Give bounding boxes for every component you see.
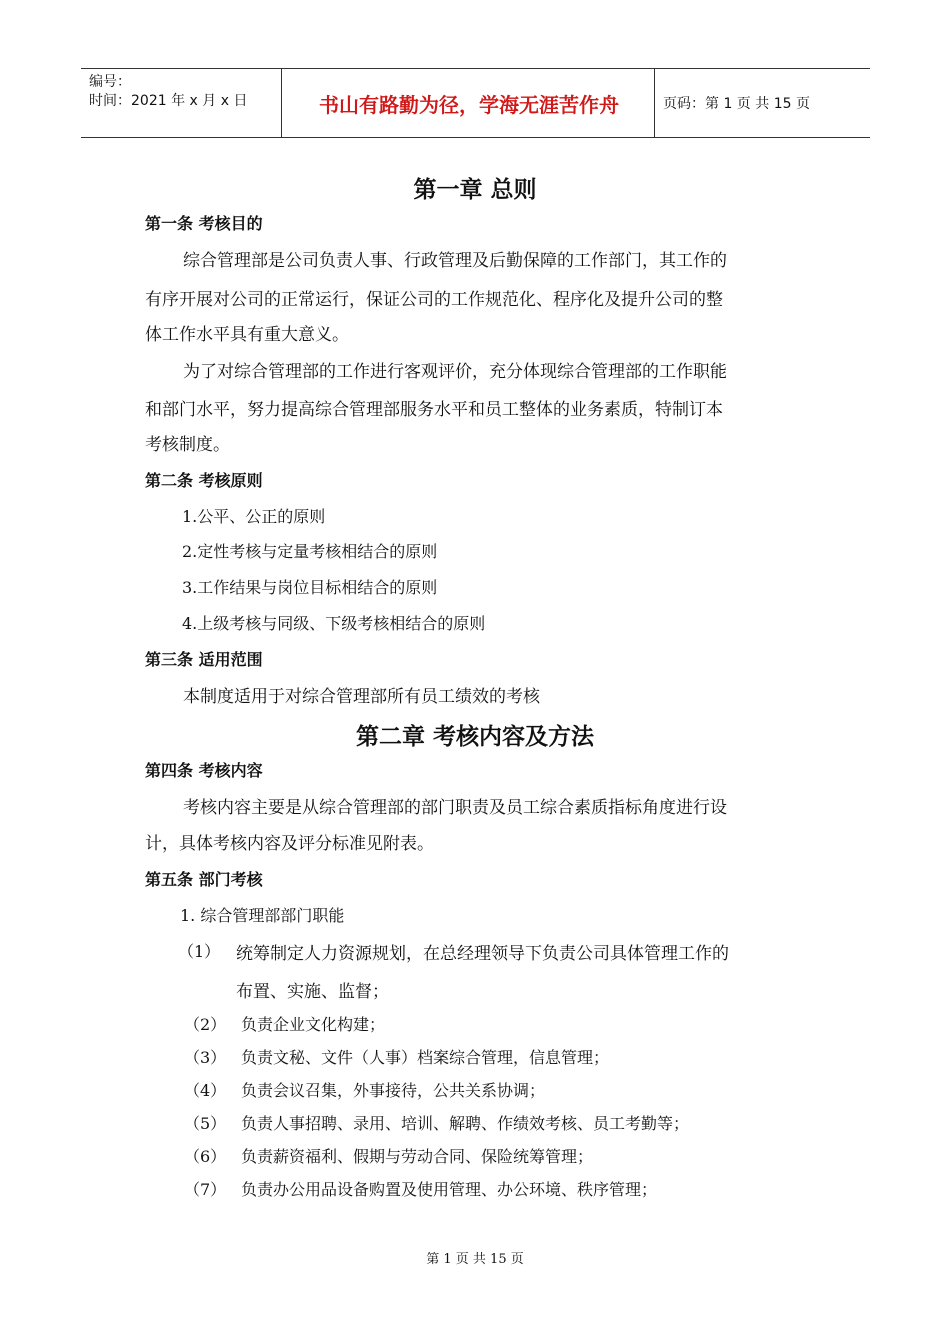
document-number-label: 编号： [89, 74, 131, 90]
list-item: 负责文秘、文件（人事）档案综合管理，信息管理； [241, 1048, 610, 1067]
item-number: （1） [178, 942, 221, 961]
list-item: 布置、实施、监督； [236, 982, 389, 1002]
header-meta [89, 73, 247, 111]
paragraph-line: 体工作水平具有重大意义。 [145, 325, 349, 345]
list-item: 负责薪资福利、假期与劳动合同、保险统筹管理； [241, 1147, 594, 1166]
list-item: 4.上级考核与同级、下级考核相结合的原则 [182, 614, 486, 633]
list-item: 负责企业文化构建； [241, 1015, 386, 1034]
list-item: 统筹制定人力资源规划，在总经理领导下负责公司具体管理工作的 [236, 944, 729, 964]
list-item: 负责会议召集，外事接待，公共关系协调； [241, 1081, 546, 1100]
item-number: （3） [184, 1048, 227, 1067]
article-4-title: 第四条 考核内容 [145, 761, 263, 780]
list-item: 3.工作结果与岗位目标相结合的原则 [182, 578, 438, 597]
list-item: 1.公平、公正的原则 [182, 507, 326, 526]
header-page-info: 页码：第 1 页 共 15 页 [663, 96, 810, 112]
paragraph-line: 为了对综合管理部的工作进行客观评价，充分体现综合管理部的工作职能 [183, 362, 727, 382]
paragraph-line: 有序开展对公司的正常运行，保证公司的工作规范化、程序化及提升公司的整 [145, 290, 723, 310]
paragraph-line: 综合管理部是公司负责人事、行政管理及后勤保障的工作部门，其工作的 [183, 251, 727, 271]
item-number: （6） [184, 1147, 227, 1166]
list-item: 负责人事招聘、录用、培训、解聘、作绩效考核、员工考勤等； [241, 1114, 690, 1133]
list-item: 负责办公用品设备购置及使用管理、办公环境、秩序管理； [241, 1180, 658, 1199]
header-motto: 书山有路勤为径，学海无涯苦作舟 [319, 92, 619, 117]
subsection-title: 1. 综合管理部部门职能 [180, 906, 345, 925]
article-5-title: 第五条 部门考核 [145, 870, 263, 889]
paragraph-line: 本制度适用于对综合管理部所有员工绩效的考核 [183, 687, 540, 707]
chapter-2-title: 第二章 考核内容及方法 [355, 724, 594, 750]
page-footer: 第 1 页 共 15 页 [426, 1252, 524, 1267]
paragraph-line: 考核内容主要是从综合管理部的部门职责及员工综合素质指标角度进行设 [183, 798, 727, 818]
item-number: （2） [184, 1015, 227, 1034]
article-2-title: 第二条 考核原则 [145, 471, 263, 490]
item-number: （7） [184, 1180, 227, 1199]
chapter-1-title: 第一章 总则 [413, 177, 537, 203]
paragraph-line: 计，具体考核内容及评分标准见附表。 [145, 834, 434, 854]
item-number: （4） [184, 1081, 227, 1100]
article-3-title: 第三条 适用范围 [145, 650, 263, 669]
paragraph-line: 和部门水平，努力提高综合管理部服务水平和员工整体的业务素质，特制订本 [145, 400, 723, 420]
article-1-title: 第一条 考核目的 [145, 214, 263, 233]
document-time-label: 时间：2021 年 x 月 x 日 [89, 93, 248, 109]
document-header [81, 68, 870, 138]
header-divider [281, 69, 282, 137]
item-number: （5） [184, 1114, 227, 1133]
paragraph-line: 考核制度。 [145, 435, 230, 455]
list-item: 2.定性考核与定量考核相结合的原则 [182, 542, 438, 561]
